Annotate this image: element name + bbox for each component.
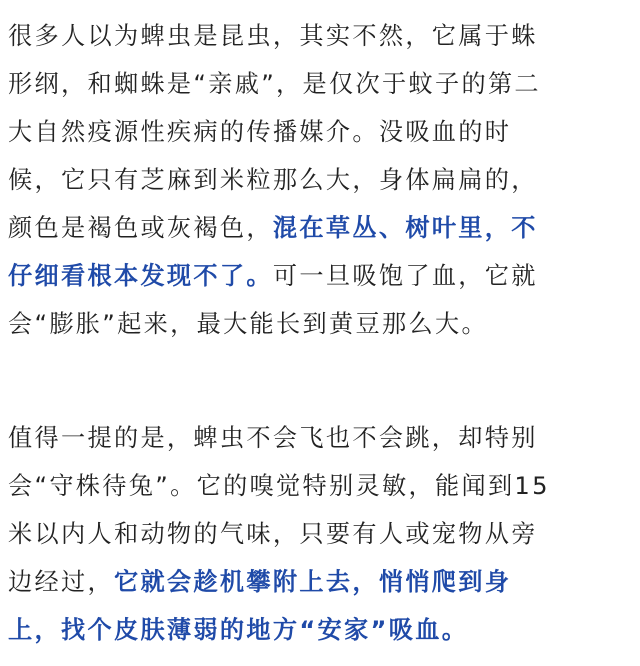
text-segment: 米以内人和动物的气味，只要有人或宠物从旁	[8, 520, 538, 548]
text-segment: 颜色是褐色或灰褐色，	[8, 214, 273, 242]
text-segment: 很多人以为蜱虫是昆虫，其实不然，它属于蛛	[8, 22, 538, 50]
text-segment: 形纲，和蜘蛛是“亲戚”，是仅次于蚊子的第二	[8, 70, 541, 98]
highlighted-text: 仔细看根本发现不了。	[8, 262, 273, 290]
text-line	[8, 252, 634, 300]
text-line	[8, 12, 634, 60]
text-segment: 会“膨胀”起来，最大能长到黄豆那么大。	[8, 310, 488, 338]
highlighted-text: 混在草丛、树叶里，不	[272, 214, 538, 242]
paragraph-1	[8, 12, 634, 348]
text-line	[8, 108, 634, 156]
text-segment: 边经过，	[8, 568, 114, 596]
text-line	[8, 156, 634, 204]
text-line	[8, 462, 634, 510]
text-segment: 会“守株待兔”。它的嗅觉特别灵敏，能闻到15	[8, 472, 550, 500]
text-line	[8, 510, 634, 558]
text-line	[8, 60, 634, 108]
text-line	[8, 558, 634, 606]
text-line	[8, 414, 634, 462]
text-line	[8, 204, 634, 252]
text-segment: 可一旦吸饱了血，它就	[272, 262, 538, 290]
highlighted-text: 上，找个皮肤薄弱的地方“安家”吸血。	[8, 616, 469, 644]
text-segment: 值得一提的是，蜱虫不会飞也不会跳，却特别	[8, 424, 538, 452]
highlighted-text: 它就会趁机攀附上去，悄悄爬到身	[113, 568, 512, 596]
text-line	[8, 300, 634, 348]
paragraph-2	[8, 414, 634, 654]
text-segment: 大自然疫源性疾病的传播媒介。没吸血的时	[8, 118, 512, 146]
text-line	[8, 606, 634, 654]
text-segment: 候，它只有芝麻到米粒那么大，身体扁扁的，	[8, 166, 538, 194]
